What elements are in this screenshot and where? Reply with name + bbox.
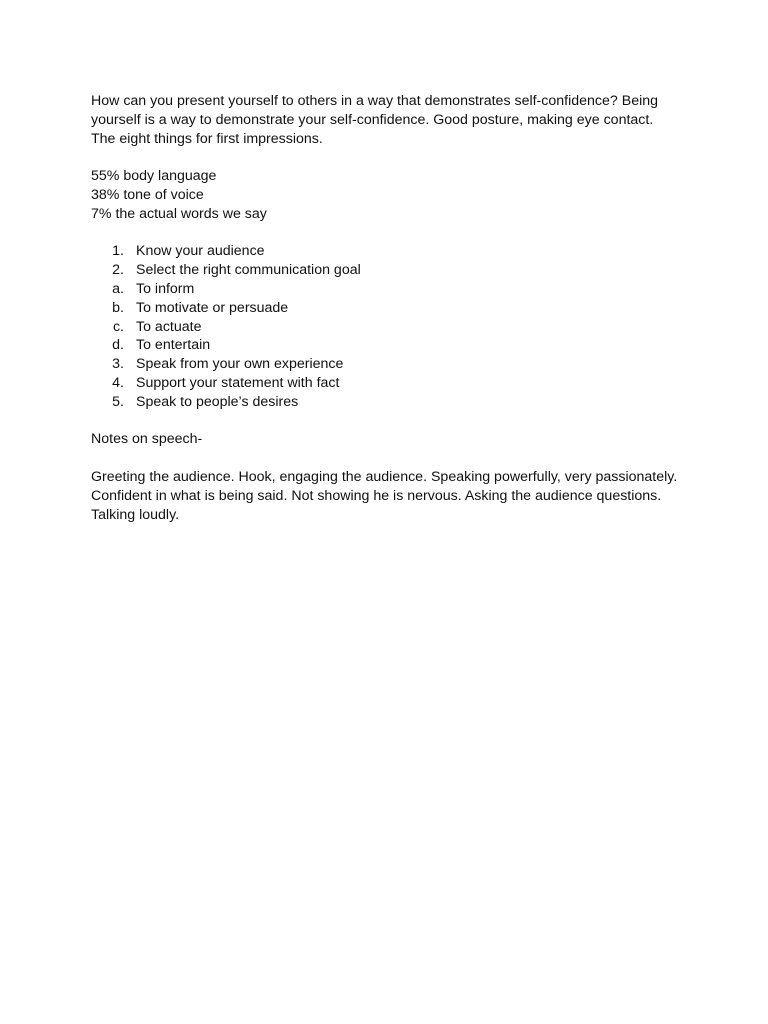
list-marker: 2. xyxy=(112,262,124,279)
list-item xyxy=(91,280,681,299)
list-item xyxy=(91,355,681,374)
list-marker: b. xyxy=(112,299,124,316)
list-item xyxy=(91,318,681,337)
list-marker: 4. xyxy=(112,374,124,391)
list-marker: 5. xyxy=(112,393,124,410)
list-marker: a. xyxy=(112,280,124,297)
list-item-text: To entertain xyxy=(136,337,211,354)
paragraph-spacer xyxy=(91,449,681,468)
intro-paragraph: How can you present yourself to others in a way that demonstrates self-confidence? Being yourself is a way to demonstrate your self-confidence. Good posture, making eye contact. The eight things for first impressions. xyxy=(91,93,659,147)
list-item-text: Support your statement with fact xyxy=(136,374,340,391)
document-page xyxy=(91,92,681,524)
list-item-text: Speak from your own experience xyxy=(136,356,344,373)
tips-list xyxy=(91,242,681,411)
stat-tone-of-voice: 38% tone of voice xyxy=(91,186,204,203)
list-item xyxy=(91,261,681,280)
paragraph-spacer xyxy=(91,412,681,431)
communication-stats xyxy=(91,167,681,223)
list-marker: 1. xyxy=(112,243,124,260)
list-marker: 3. xyxy=(112,356,124,373)
list-item-text: Speak to people’s desires xyxy=(136,393,299,410)
list-item-text: Select the right communication goal xyxy=(136,262,361,279)
list-item xyxy=(91,242,681,261)
notes-paragraph: Greeting the audience. Hook, engaging the audience. Speaking powerfully, very passionately. Confident in what is being said. Not showing he is nervous. Asking the audience questions. Talking loudly. xyxy=(91,468,678,523)
list-item-text: Know your audience xyxy=(136,243,265,260)
paragraph-spacer xyxy=(91,148,681,167)
stat-actual-words: 7% the actual words we say xyxy=(91,205,267,222)
list-item-text: To motivate or persuade xyxy=(136,299,289,316)
stat-body-language: 55% body language xyxy=(91,168,217,185)
list-item-text: To inform xyxy=(136,280,195,297)
list-item-text: To actuate xyxy=(136,318,202,335)
paragraph-spacer xyxy=(91,224,681,243)
list-item xyxy=(91,374,681,393)
list-item xyxy=(91,336,681,355)
list-marker: d. xyxy=(112,337,124,354)
notes-heading: Notes on speech- xyxy=(91,431,203,448)
list-item xyxy=(91,299,681,318)
list-marker: c. xyxy=(112,318,124,335)
list-item xyxy=(91,393,681,412)
